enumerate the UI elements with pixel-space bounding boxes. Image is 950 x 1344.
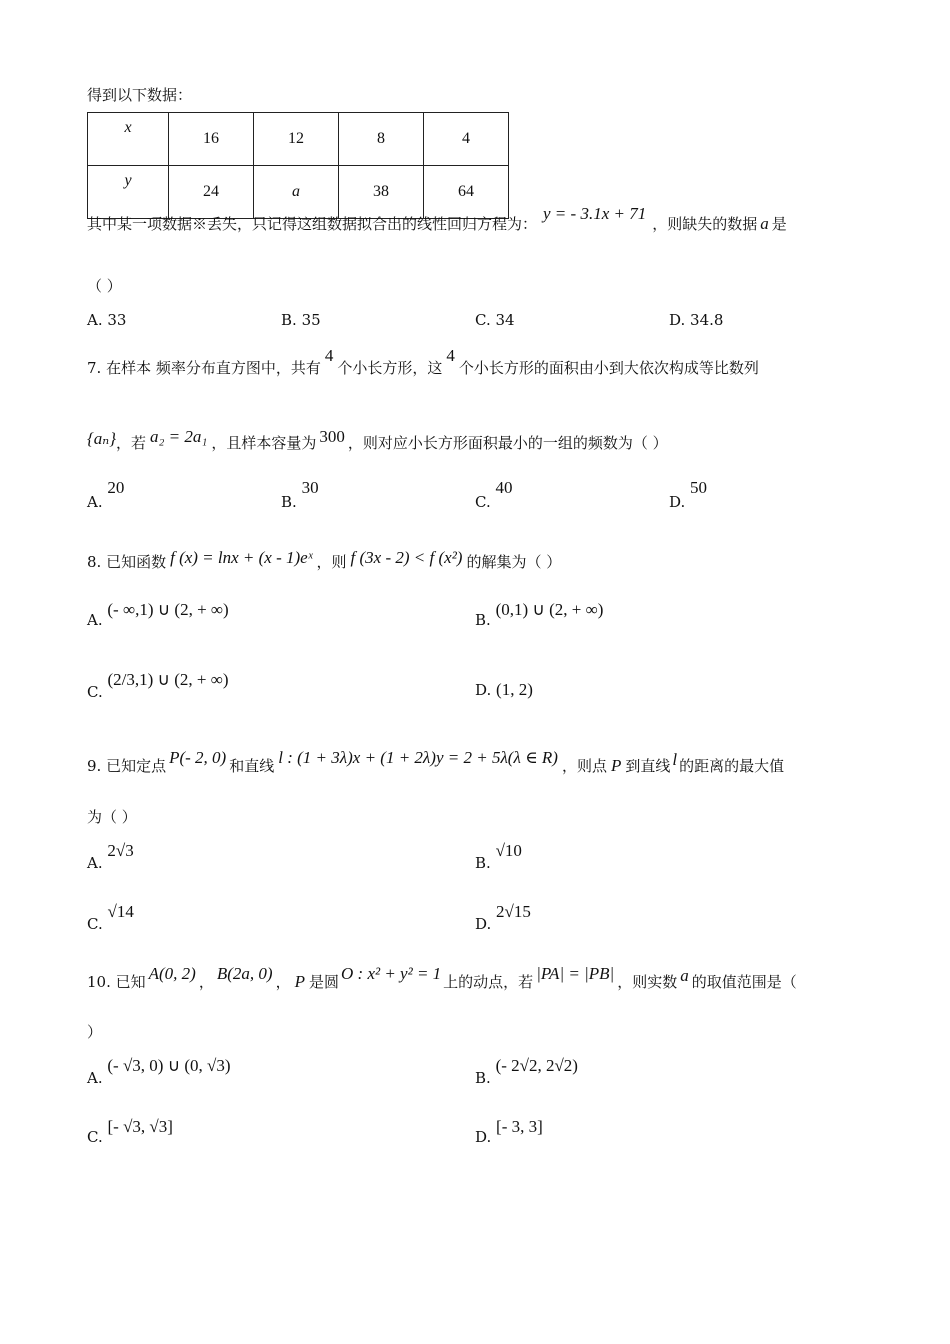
option-value: 2√15 — [496, 902, 531, 921]
table-cell: 16 — [169, 113, 254, 166]
option-value: 40 — [495, 478, 513, 497]
option-label: D. — [669, 311, 686, 329]
q10-var: a — [680, 966, 689, 985]
option-value: (- ∞,1) ∪ (2, + ∞) — [107, 600, 229, 619]
option-value: (1, 2) — [496, 680, 533, 699]
q7-part5: ，且样本容量为 — [211, 434, 317, 452]
q7-n3: 300 — [319, 427, 345, 446]
option-label: A. — [87, 1069, 103, 1087]
q7-seq: {aₙ} — [87, 429, 116, 448]
option-label: A. — [87, 311, 103, 329]
q7-option-c[interactable] — [475, 478, 513, 511]
option-value: (2/3,1) ∪ (2, + ∞) — [107, 670, 229, 689]
option-label: A. — [87, 611, 103, 629]
q6-text-before: 其中某一项数据※丢失，只记得这组数据拟合出的线性回归方程为： — [87, 215, 538, 233]
q8-option-c[interactable] — [87, 670, 229, 701]
table-cell: 38 — [339, 166, 424, 219]
option-value: (- 2√2, 2√2) — [495, 1056, 578, 1075]
option-value: 33 — [107, 311, 127, 329]
q9-stem-line1 — [87, 748, 785, 776]
q6-option-b[interactable] — [281, 311, 321, 329]
table-cell: 8 — [339, 113, 424, 166]
table-cell: y — [88, 166, 169, 219]
option-label: D. — [475, 681, 492, 699]
q9-option-b[interactable] — [475, 841, 522, 872]
option-value: (0,1) ∪ (2, + ∞) — [495, 600, 604, 619]
option-label: C. — [87, 683, 103, 701]
q6-option-c[interactable] — [475, 311, 515, 329]
q10-part3: 上的动点，若 — [443, 973, 534, 991]
q7-part3: 个小长方形的面积由小到大依次构成等比数列 — [458, 359, 759, 377]
option-value: [- √3, √3] — [107, 1117, 173, 1136]
q9-option-a[interactable] — [87, 841, 134, 872]
q7-stem-line2 — [87, 427, 668, 453]
q8-option-a[interactable] — [87, 600, 229, 629]
option-value: 50 — [690, 478, 708, 497]
option-label: B. — [475, 854, 491, 872]
q9-point: P(- 2, 0) — [169, 748, 227, 767]
q7-part6: ，则对应小长方形面积最小的一组的频数为（ ） — [347, 434, 668, 452]
table-row — [88, 166, 509, 219]
q6-var: a — [760, 214, 769, 233]
option-value: 34 — [495, 311, 515, 329]
option-label: B. — [475, 611, 491, 629]
q9-stem-line2: 为（ ） — [87, 808, 137, 826]
q10-stem-line2: ） — [87, 1023, 103, 1041]
q10-option-a[interactable] — [87, 1056, 231, 1087]
q9-option-c[interactable] — [87, 902, 134, 933]
table-cell: x — [88, 113, 169, 166]
q10-option-d[interactable] — [475, 1117, 543, 1146]
q10-part2: 是圆 — [308, 973, 339, 991]
q9-part2: 和直线 — [229, 757, 275, 775]
q6-option-d[interactable] — [669, 311, 723, 329]
option-label: D. — [475, 1128, 492, 1146]
q7-part1: 7. 在样本 频率分布直方图中，共有 — [87, 359, 321, 377]
q6-stem — [87, 204, 787, 234]
option-label: A. — [87, 493, 103, 511]
option-label: C. — [87, 915, 103, 933]
q10-part5: 的取值范围是（ — [691, 973, 797, 991]
q9-l: l — [672, 750, 678, 769]
q8-part3: 的解集为（ ） — [466, 553, 562, 571]
q8-stem — [87, 548, 562, 572]
q7-part4: ，若 — [116, 434, 147, 452]
q6-text-after: ，则缺失的数据 — [652, 215, 758, 233]
q9-part4: 到直线 — [625, 757, 671, 775]
option-label: D. — [475, 915, 492, 933]
q9-part1: 9. 已知定点 — [87, 757, 167, 775]
q7-cond: a₂ = 2a₁ — [150, 427, 208, 446]
q10-option-b[interactable] — [475, 1056, 578, 1087]
q10-p: P — [294, 972, 305, 991]
option-value: √10 — [495, 841, 522, 860]
q10-a: A(0, 2) — [148, 964, 196, 983]
q10-option-c[interactable] — [87, 1117, 173, 1146]
table-row — [88, 113, 509, 166]
table-cell: 4 — [424, 113, 509, 166]
q8-option-b[interactable] — [475, 600, 604, 629]
option-value: 30 — [301, 478, 319, 497]
q6-option-a[interactable] — [87, 311, 126, 329]
q7-part2: 个小长方形，这 — [337, 359, 443, 377]
option-label: B. — [475, 1069, 491, 1087]
q10-sep2: ， — [275, 973, 291, 991]
option-label: C. — [475, 311, 491, 329]
q8-option-d[interactable] — [475, 680, 533, 700]
option-label: A. — [87, 854, 103, 872]
option-label: D. — [669, 493, 686, 511]
q7-option-b[interactable] — [281, 478, 319, 511]
q7-n2: 4 — [446, 346, 455, 365]
q6-equation: y = - 3.1x + 71 — [543, 204, 647, 223]
q10-cond: |PA| = |PB| — [536, 964, 615, 983]
q10-b: B(2a, 0) — [216, 964, 273, 983]
q9-part3: ，则点 — [561, 757, 607, 775]
q7-n1: 4 — [324, 346, 334, 365]
q9-line: l : (1 + 3λ)x + (1 + 2λ)y = 2 + 5λ(λ ∈ R) — [278, 748, 558, 767]
option-value: [- 3, 3] — [496, 1117, 543, 1136]
q8-part1: 8. 已知函数 — [87, 553, 167, 571]
q6-text-end: 是 — [771, 215, 787, 233]
q9-part5: 的距离的最大值 — [679, 757, 785, 775]
q7-stem-line1 — [87, 346, 759, 378]
option-value: 2√3 — [107, 841, 134, 860]
q10-sep1: ， — [198, 973, 214, 991]
q6-paren: （ ） — [87, 277, 122, 295]
q10-stem-line1 — [87, 964, 797, 992]
q8-ineq: f (3x - 2) < f (x²) — [350, 548, 463, 567]
q9-option-d[interactable] — [475, 902, 531, 933]
table-cell: a — [254, 166, 339, 219]
option-label: B. — [281, 311, 297, 329]
option-value: (- √3, 0) ∪ (0, √3) — [107, 1056, 231, 1075]
option-value: 20 — [107, 478, 125, 497]
option-value: √14 — [107, 902, 134, 921]
table-cell: 64 — [424, 166, 509, 219]
option-label: B. — [281, 493, 297, 511]
q7-option-a[interactable] — [87, 478, 125, 511]
table-cell: 24 — [169, 166, 254, 219]
option-value: 35 — [301, 311, 321, 329]
q7-option-d[interactable] — [669, 478, 708, 511]
data-table — [87, 112, 509, 219]
q8-part2: ，则 — [316, 553, 347, 571]
q10-part1: 10. 已知 — [87, 973, 146, 991]
option-label: C. — [475, 493, 491, 511]
intro-text: 得到以下数据： — [87, 86, 193, 104]
q8-func: f (x) = lnx + (x - 1)eˣ — [170, 548, 313, 567]
q9-p: P — [610, 756, 622, 775]
option-label: C. — [87, 1128, 103, 1146]
q10-part4: ，则实数 — [617, 973, 678, 991]
q10-circle: O : x² + y² = 1 — [341, 964, 442, 983]
table-cell: 12 — [254, 113, 339, 166]
option-value: 34.8 — [690, 311, 724, 329]
